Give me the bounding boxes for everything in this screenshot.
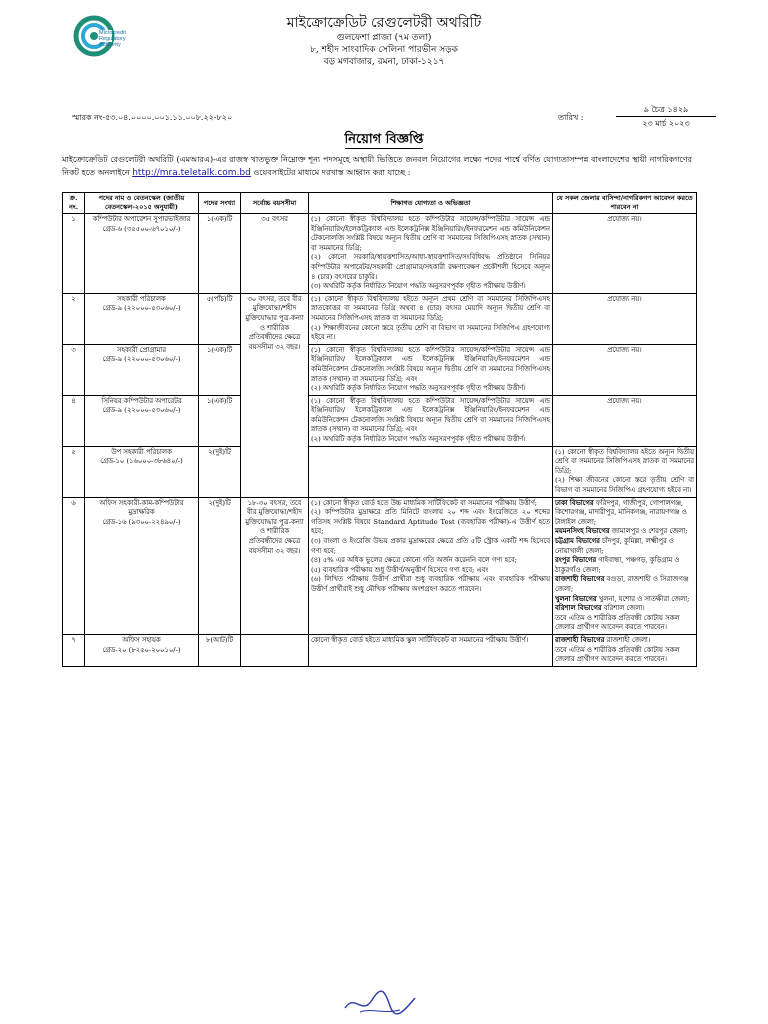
post-cell <box>85 634 199 666</box>
district-quota-item: প্রযোজ্য নয়। <box>607 215 642 223</box>
excluded-districts-cell <box>553 497 697 634</box>
post-name: সিনিয়র কম্পিউটার অপারেটর <box>101 396 182 405</box>
district-quota-item: প্রযোজ্য নয়। <box>607 396 642 405</box>
post-cell <box>85 214 199 294</box>
logo-text-line-3: Authority <box>99 42 121 48</box>
serial-number: ৪ <box>71 396 76 405</box>
district-quota-item: প্রযোজ্য নয়। <box>607 294 642 303</box>
qualification-item: (২) অথরিটি কর্তৃক নির্ধারিত নিয়োগ পদ্ধতি অনুসরণপূর্বক গৃহীত পরীক্ষায় উত্তীর্ণ। <box>311 435 526 444</box>
notice-intro <box>62 153 692 180</box>
qualification-cell <box>553 446 697 497</box>
organization-name: মাইক্রোক্রেডিট রেগুলেটরী অথরিটি <box>286 15 482 31</box>
post-count-cell <box>199 293 241 344</box>
district-list: জামালপুর ও শেরপুর জেলা; <box>609 527 688 536</box>
qualification-cell <box>309 395 553 446</box>
table-row <box>63 446 697 497</box>
qualification-item: (১) কোনো স্বীকৃত বিশ্ববিদ্যালয় হতে কম্পিউটার সায়েন্স/কম্পিউটার সায়েন্স এন্ড ইঞ্জিনিয়ারিং/ ইলেকট্রিক্যাল এন্ড ইলেকট্রনিক্স ইঞ্জিনিয়ারিং/ইনফরমেশন এন্ড কমিউনিকেশন টেকনোলজি সংশ্লিষ্ট বিষয়ে অন্যূন দ্বিতীয় শ্রেণি বা সমমানের সিজিপিএসহ স্নাতক (সম্মান) বা সমমানের ডিগ্রি; এবং <box>311 345 550 383</box>
excluded-districts-cell <box>553 395 697 446</box>
col-header-qualification: শিক্ষাগত যোগ্যতা ও অভিজ্ঞতা <box>309 193 553 214</box>
excluded-districts-cell <box>553 214 697 294</box>
post-count: ২(দুই)টি <box>208 498 231 507</box>
qualification-item: (১) কোনো স্বীকৃত বোর্ড হতে উচ্চ মাধ্যমিক সার্টিফিকেট বা সমমানের পরীক্ষায় উত্তীর্ণ; <box>311 498 538 507</box>
qualification-cell <box>309 214 553 294</box>
serial-number: ২ <box>71 294 76 303</box>
qualification-item: (২) কোনো সরকারি/স্বায়ত্তশাসিত/আধা-স্বায়ত্তশাসিত/সংবিধিবদ্ধ প্রতিষ্ঠানে সিনিয়র কম্পিউটার অপারেটর/সহকারী প্রোগ্রামার/সহকারী রক্ষণাবেক্ষণ প্রকৌশলী হিসেবে অন্যূন ৪ (চার) বৎসরের চাকুরি। <box>311 253 550 281</box>
district-quota-item <box>555 636 694 646</box>
intro-text-after: ওয়েবসাইটের মাধ্যমে দরখাস্ত আহ্বান করা যাচ্ছে : <box>253 168 411 177</box>
col-header-serial: ক্র. নং. <box>63 193 85 214</box>
qualification-item: কোনো স্বীকৃত বোর্ড হইতে মাধ্যমিক স্কুল সার্টিফিকেট বা সমমানের পরীক্ষায় উত্তীর্ণ। <box>311 635 529 644</box>
qualification-item: (২) অথরিটি কর্তৃক নির্ধারিত নিয়োগ পদ্ধতি অনুসরণপূর্বক গৃহীত পরীক্ষায় উত্তীর্ণ। <box>311 384 526 393</box>
date-divider <box>616 116 716 117</box>
post-name: সহকারী প্রোগ্রামার <box>117 345 166 354</box>
date-label: তারিখ : <box>558 113 584 122</box>
post-grade: গ্রেড-১৬ (৯৩০০-২২৪৯০/-) <box>102 517 181 526</box>
post-count-cell <box>199 446 241 497</box>
district-list: ফরিদপুর, গাজীপুর, গোপালগঞ্জ, কিশোরগঞ্জ, মাদারীপুর, মানিকগঞ্জ, নারায়ণগঞ্জ ও টাঙ্গাইল জেলা; <box>555 498 687 526</box>
qualification-item: (৩) অথরিটি কর্তৃক নির্ধারিত নিয়োগ পদ্ধতি অনুসরণপূর্বক গৃহীত পরীক্ষায় উত্তীর্ণ। <box>311 282 526 291</box>
age-limit: ৩০ বৎসর, তবে বীর মুক্তিযোদ্ধা/শহীদ মুক্তিযোদ্ধার পুত্র-কন্যা ও শারীরিক প্রতিবন্ধীদের ক্ষেত্রে বয়সসীমা ৩২ বছর। <box>245 294 304 351</box>
address-line-2: ৮, শহীদ সাংবাদিক সেলিনা পারভীন সড়ক <box>310 45 458 55</box>
intro-text-before: মাইক্রোক্রেডিট রেগুলেটরী অথরিটি (এমআরএ)-এর রাজস্ব খাতভুক্ত নিম্নোক্ত শূন্য পদসমূহে অস্থায়ী ভিত্তিতে জনবল নিয়োগের লক্ষ্যে পদের পার্শ্বে বর্ণিত যোগ্যতাসম্পন্ন বাংলাদেশের স্থায়ী নাগরিকগণের নিকট হতে অনলাইনে <box>62 155 692 177</box>
district-list: বগুড়া, রাজশাহী ও সিরাজগঞ্জ জেলা; <box>555 575 689 593</box>
post-count-cell <box>199 634 241 666</box>
qualification-item: (২) শিক্ষাজীবনের কোনো স্তরে তৃতীয় শ্রেণি বা বিভাগ বা সমমানের সিজিপিএ গ্রহণযোগ্য হইবে না। <box>311 323 550 342</box>
post-grade: গ্রেড-৬ (৩৫৫০০-৬৭০১০/-) <box>102 224 181 233</box>
post-count-cell <box>199 344 241 395</box>
serial-cell <box>63 634 85 666</box>
post-count: ১(এক)টি <box>206 396 233 405</box>
post-count: ৮(আট)টি <box>206 635 233 644</box>
district-quota-item <box>555 595 694 605</box>
age-limit-cell <box>241 293 309 497</box>
post-name: উপ সহকারী পরিচালক <box>111 447 172 456</box>
qualification-item: (১) কোনো স্বীকৃত বিশ্ববিদ্যালয় হইতে অন্যূন দ্বিতীয় শ্রেণি বা সমমানের সিজিপিএসহ স্নাতক বা সমমানের ডিগ্রি; <box>555 447 694 475</box>
qualification-item: (২) কম্পিউটার মুদ্রাক্ষরে প্রতি মিনিটে বাংলায় ২০ শব্দ এবং ইংরেজিতে ২০ শব্দের গতিসহ সংশ্লিষ্ট বিষয়ে Standard Aptitude Test (ব্যবহারিক পরীক্ষা)-এ উত্তীর্ণ হতে হবে; <box>311 508 550 536</box>
division-name: রাজশাহী বিভাগের <box>555 575 605 584</box>
serial-number: ৩ <box>71 345 76 354</box>
post-count: ২(দুই)টি <box>208 447 231 456</box>
qualification-cell <box>309 293 553 344</box>
col-header-post: পদের নাম ও বেতনস্কেল (জাতীয় বেতনস্কেল-২০১৫ অনুযায়ী) <box>85 193 199 214</box>
post-count: ৫(পাঁচ)টি <box>206 294 233 303</box>
excluded-districts-cell <box>553 293 697 344</box>
serial-number: ৬ <box>71 498 76 507</box>
district-quota-item <box>555 614 694 633</box>
serial-cell <box>63 446 85 497</box>
post-grade: গ্রেড-৯ (২২০০০-৫৩০৬০/-) <box>102 406 181 415</box>
post-grade: গ্রেড-৯ (২২০০০-৫৩০৬০/-) <box>102 304 181 313</box>
qualification-item: (৪) ৫% এর অধিক ভুলের ক্ষেত্রে কোনো গতি অর্জন করেননি বলে গণ্য হবে; <box>311 556 517 565</box>
division-name: ময়মনসিংহ বিভাগের <box>555 527 610 536</box>
qualification-cell <box>309 634 553 666</box>
age-limit: ১৮-৩০ বৎসর, তবে বীর মুক্তিযোদ্ধা/শহীদ মুক্তিযোদ্ধার পুত্র-কন্যা ও শারীরিক প্রতিবন্ধীদের ক্ষেত্রে বয়সসীমা ৩২ বছর। <box>245 498 304 555</box>
division-name: খুলনা বিভাগের <box>555 594 597 603</box>
post-cell <box>85 293 199 344</box>
post-count-cell <box>199 214 241 294</box>
col-header-count: পদের সংখ্যা <box>199 193 241 214</box>
table-row <box>63 634 697 666</box>
division-name: ঢাকা বিভাগের <box>555 498 594 507</box>
post-name: অফিস সহায়ক <box>122 635 161 644</box>
notice-title <box>0 130 768 151</box>
district-quota-item <box>555 646 694 665</box>
serial-number: ১ <box>71 215 76 223</box>
post-grade: গ্রেড-১০ (১৬০০০-৩৮৬৪০/-) <box>100 457 183 466</box>
qualification-cell <box>309 497 553 634</box>
table-header-row <box>63 193 697 214</box>
qualification-item: (১) কোনো স্বীকৃত বিশ্ববিদ্যালয় হতে কম্পিউটার সায়েন্স/কম্পিউটার সায়েন্স এন্ড ইঞ্জিনিয়ারিং/ ইলেকট্রিক্যাল এন্ড ইলেকট্রনিক্স ইঞ্জিনিয়ারিং/ইনফরমেশন এন্ড কমিউনিকেশন টেকনোলজি সংশ্লিষ্ট বিষয়ে অন্যূন দ্বিতীয় শ্রেণি বা সমমানের সিজিপিএসহ স্নাতক (সম্মান) বা সমমানের ডিগ্রি; এবং <box>311 396 550 434</box>
address-line-3: বড় মগবাজার, রমনা, ঢাকা-১২১৭ <box>323 57 445 67</box>
age-limit-cell <box>241 497 309 634</box>
post-cell <box>85 446 199 497</box>
serial-number: ৭ <box>71 635 76 644</box>
notice-title-text: নিয়োগ বিজ্ঞপ্তি <box>344 132 424 147</box>
district-list: তবে এতিম ও শারীরিক প্রতিবন্ধী কোটায় সকল জেলার প্রার্থীগণ আবেদন করতে পারবেন। <box>555 645 680 664</box>
organization-header <box>0 14 768 68</box>
qualification-item: (৩) বাংলা ও ইংরেজি উভয় প্রকার মুদ্রাক্ষরের ক্ষেত্রে প্রতি ৫টি স্ট্রোক একটি শব্দ হিসেবে গণ্য হবে; <box>311 537 550 555</box>
table-row <box>63 293 697 344</box>
post-cell <box>85 344 199 395</box>
post-count-cell <box>199 497 241 634</box>
post-name: সহকারী পরিচালক <box>117 294 166 303</box>
serial-cell <box>63 497 85 634</box>
serial-cell <box>63 395 85 446</box>
district-quota-item <box>555 499 694 528</box>
qualification-item: (২) শিক্ষা জীবনের কোনো স্তরে তৃতীয় শ্রেণি বা বিভাগ বা সমমানের সিজিপিএ গ্রহণযোগ্য হইবে না। <box>555 476 694 495</box>
age-limit-cell <box>309 446 553 497</box>
district-list: তবে এতিম ও শারীরিক প্রতিবন্ধী কোটায় সকল জেলার প্রার্থীগণ আবেদন করতে পারবেন। <box>555 613 680 632</box>
post-count: ১(এক)টি <box>206 345 233 354</box>
district-quota-item: প্রযোজ্য নয়। <box>607 345 642 354</box>
age-limit-cell <box>241 214 309 294</box>
district-list: চাঁদপুর, কুমিল্লা, লক্ষ্মীপুর ও নোয়াখালী জেলা; <box>555 537 674 555</box>
excluded-districts-cell <box>553 634 697 666</box>
district-quota-item <box>555 556 694 575</box>
age-limit-cell <box>241 634 309 666</box>
post-cell <box>85 395 199 446</box>
district-list: বরিশাল জেলা। <box>601 604 645 613</box>
logo-text-line-2: Regulatory <box>99 36 126 42</box>
address-line-1: গুলফেশা প্লাজা (৭ম তলা) <box>336 33 432 43</box>
vacancy-table <box>62 192 697 667</box>
district-quota-item <box>555 537 694 556</box>
table-row <box>63 497 697 634</box>
date-bangla: ৯ চৈত্র ১৪২৯ <box>643 105 689 114</box>
district-list: গাইবান্ধা, পঞ্চগড়, কুড়িগ্রাম ও ঠাকুরগাঁও জেলা; <box>555 556 680 574</box>
post-name: কম্পিউটার অপারেশন সুপারভাইজার <box>92 215 191 223</box>
qualification-item: (১) কোনো স্বীকৃত বিশ্ববিদ্যালয় হতে কম্পিউটার সায়েন্স/কম্পিউটার সায়েন্স এন্ড ইঞ্জিনিয়ারিং/ইলেকট্রিক্যাল এন্ড ইলেকট্রনিক্স ইঞ্জিনিয়ারিং/ইনফরমেশন এন্ড কমিউনিকেশন টেকনোলজি সংশ্লিষ্ট বিষয়ে অন্যূন দ্বিতীয় শ্রেণি বা সমমানের সিজিপিএসহ স্নাতক (সম্মান) বা সমমানের ডিগ্রি; <box>311 215 550 252</box>
qualification-item: (১) কোনো স্বীকৃত বিশ্ববিদ্যালয় হইতে অন্যূন প্রথম শ্রেণি বা সমমানের সিজিপিএসহ স্নাতকোত্তর বা সমমানের ডিগ্রি অথবা ৪ (চার) বৎসর মেয়াদি অন্যূন দ্বিতীয় শ্রেণি বা সমমানের সিজিপিএসহ স্নাতক বা সমমানের ডিগ্রি; <box>311 294 550 322</box>
age-limit: ৩৫ বৎসর <box>261 215 288 223</box>
post-cell <box>85 497 199 634</box>
excluded-districts-cell <box>553 344 697 395</box>
table-row <box>63 214 697 294</box>
table-row <box>63 344 697 395</box>
serial-cell <box>63 293 85 344</box>
table-body <box>63 214 697 667</box>
teletalk-link[interactable]: http://mra.teletalk.com.bd <box>132 168 251 178</box>
post-grade: গ্রেড-৯ (২২০০০-৫৩০৬০/-) <box>102 355 181 364</box>
serial-cell <box>63 214 85 294</box>
date-english: ২৩ মার্চ ২০২৩ <box>642 119 690 128</box>
signature-scribble <box>340 988 420 1018</box>
qualification-item: (৬) লিখিত পরীক্ষায় উত্তীর্ণ প্রার্থীরা শুধু ব্যবহারিক পরীক্ষায় এবং ব্যবহারিক পরীক্ষায় উত্তীর্ণ প্রার্থীরাই শুধু মৌখিক পরীক্ষায় অংশগ্রহণ করতে পারবেন। <box>311 575 550 593</box>
memo-number: স্মারক নং-৫৩.০৪.০০০০.০০১.১১.০০৮.২২-৮২০ <box>72 113 233 122</box>
district-quota-item <box>555 604 694 614</box>
division-name: রাজশাহী বিভাগের <box>555 635 605 644</box>
post-name: অফিস সহকারী-কাম-কম্পিউটার মুদ্রাক্ষরিক <box>99 498 184 517</box>
post-count-cell <box>199 395 241 446</box>
col-header-age: সর্বোচ্চ বয়সসীমা <box>241 193 309 214</box>
division-name: বরিশাল বিভাগের <box>555 604 602 613</box>
signature <box>340 988 420 1018</box>
serial-number: ৫ <box>71 447 76 456</box>
division-name: রংপুর বিভাগের <box>555 556 597 565</box>
post-grade: গ্রেড-২০ (৮২৫০-২০০১০/-) <box>102 645 181 654</box>
qualification-item: (৫) ব্যবহারিক পরীক্ষায় শুধু উত্তীর্ণ/অনুত্তীর্ণ হিসেবে গণ্য হবে; এবং <box>311 565 489 574</box>
post-count: ১(এক)টি <box>206 215 233 223</box>
serial-cell <box>63 344 85 395</box>
col-header-excluded-districts: যে সকল জেলার বাসিন্দা/নাগরিকগণ আবেদন করতে পারবেন না <box>553 193 697 214</box>
division-name: চট্টগ্রাম বিভাগের <box>555 537 600 545</box>
qualification-cell <box>309 344 553 395</box>
district-quota-item <box>555 527 694 537</box>
logo-text-line-1: Microcredit <box>99 30 126 36</box>
district-quota-item <box>555 575 694 594</box>
district-list: খুলনা, যশোর ও সাতক্ষীরা জেলা; <box>596 594 690 603</box>
district-list: রাজশাহী জেলা। <box>604 635 651 644</box>
table-row <box>63 395 697 446</box>
